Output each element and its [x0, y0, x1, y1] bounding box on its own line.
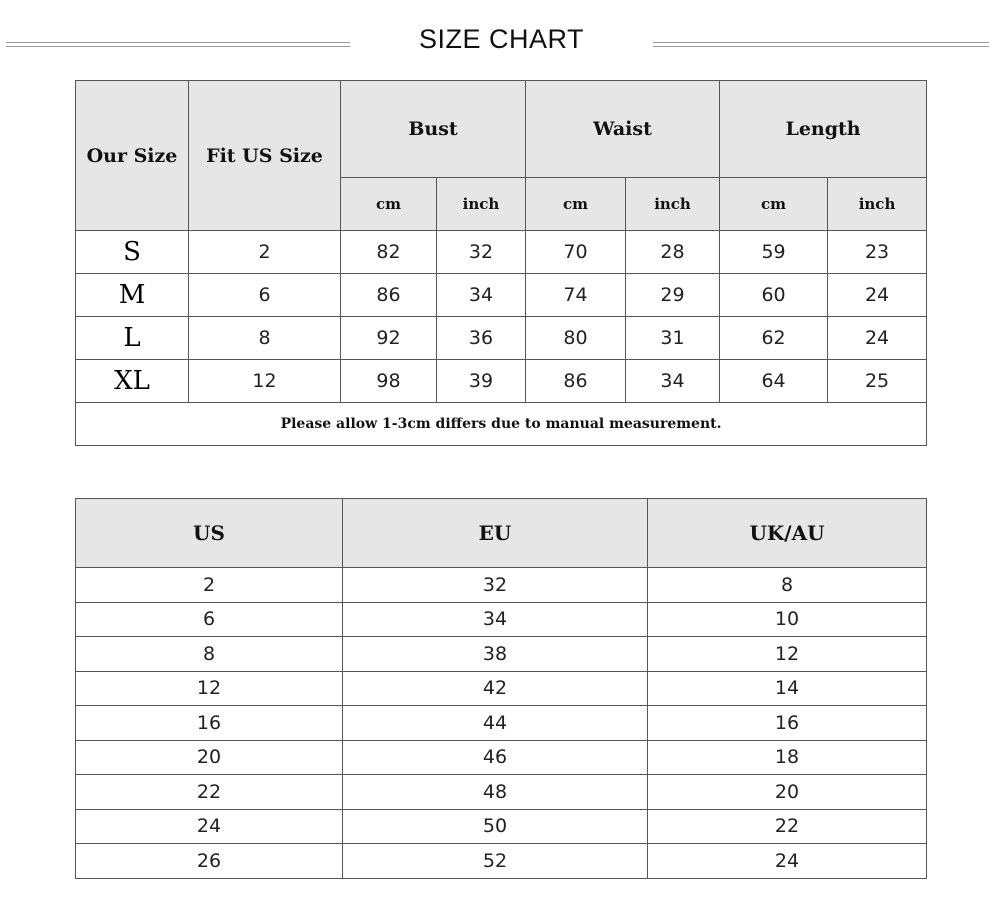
cell-size: S	[76, 231, 189, 274]
cell-us: 8	[76, 637, 343, 672]
cell-waist-cm: 70	[526, 231, 626, 274]
cell-length-cm: 64	[720, 360, 828, 403]
cell-eu: 50	[343, 809, 648, 844]
cell-length-inch: 23	[828, 231, 927, 274]
cell-us: 26	[76, 844, 343, 879]
table-row	[76, 809, 927, 844]
table-row	[76, 706, 927, 741]
cell-waist-cm: 74	[526, 274, 626, 317]
cell-us-size: 2	[189, 231, 341, 274]
table-row	[76, 671, 927, 706]
table-row	[76, 568, 927, 603]
table-row	[76, 740, 927, 775]
cell-eu: 48	[343, 775, 648, 810]
size-measurement-table	[75, 80, 927, 446]
header-length: Length	[720, 81, 927, 178]
header-bust-inch: inch	[437, 178, 526, 231]
cell-eu: 32	[343, 568, 648, 603]
size-conversion-table	[75, 498, 927, 879]
cell-us: 20	[76, 740, 343, 775]
cell-bust-cm: 92	[341, 317, 437, 360]
note-row	[76, 403, 927, 446]
table-row	[76, 274, 927, 317]
cell-us: 24	[76, 809, 343, 844]
table-row	[76, 231, 927, 274]
cell-uk-au: 18	[648, 740, 927, 775]
cell-eu: 34	[343, 602, 648, 637]
decorative-rule-left	[6, 42, 350, 47]
cell-length-inch: 25	[828, 360, 927, 403]
header-bust-cm: cm	[341, 178, 437, 231]
cell-waist-inch: 28	[626, 231, 720, 274]
measurement-note: Please allow 1-3cm differs due to manual measurement.	[76, 403, 927, 446]
cell-uk-au: 10	[648, 602, 927, 637]
header-fit-us-size: Fit US Size	[189, 81, 341, 231]
header-uk-au: UK/AU	[648, 499, 927, 568]
table-row	[76, 844, 927, 879]
header-length-inch: inch	[828, 178, 927, 231]
cell-eu: 46	[343, 740, 648, 775]
page-title: SIZE CHART	[418, 24, 585, 54]
table-row	[76, 775, 927, 810]
cell-size: XL	[76, 360, 189, 403]
cell-bust-inch: 39	[437, 360, 526, 403]
cell-eu: 44	[343, 706, 648, 741]
cell-uk-au: 24	[648, 844, 927, 879]
cell-length-cm: 62	[720, 317, 828, 360]
cell-waist-inch: 31	[626, 317, 720, 360]
table-row	[76, 637, 927, 672]
header-length-cm: cm	[720, 178, 828, 231]
table-row	[76, 317, 927, 360]
cell-bust-cm: 98	[341, 360, 437, 403]
cell-waist-inch: 29	[626, 274, 720, 317]
header-bust: Bust	[341, 81, 526, 178]
cell-uk-au: 22	[648, 809, 927, 844]
cell-uk-au: 16	[648, 706, 927, 741]
cell-length-inch: 24	[828, 274, 927, 317]
cell-size: L	[76, 317, 189, 360]
cell-us: 6	[76, 602, 343, 637]
header-waist: Waist	[526, 81, 720, 178]
cell-uk-au: 20	[648, 775, 927, 810]
title-row	[0, 22, 1000, 66]
cell-waist-cm: 80	[526, 317, 626, 360]
cell-eu: 42	[343, 671, 648, 706]
cell-us: 16	[76, 706, 343, 741]
cell-bust-inch: 36	[437, 317, 526, 360]
header-waist-cm: cm	[526, 178, 626, 231]
cell-uk-au: 12	[648, 637, 927, 672]
cell-us: 22	[76, 775, 343, 810]
decorative-rule-right	[653, 42, 989, 47]
cell-uk-au: 8	[648, 568, 927, 603]
cell-bust-cm: 86	[341, 274, 437, 317]
header-us: US	[76, 499, 343, 568]
cell-uk-au: 14	[648, 671, 927, 706]
cell-us-size: 12	[189, 360, 341, 403]
header-eu: EU	[343, 499, 648, 568]
cell-us: 12	[76, 671, 343, 706]
header-our-size: Our Size	[76, 81, 189, 231]
header-waist-inch: inch	[626, 178, 720, 231]
table-row	[76, 602, 927, 637]
cell-waist-inch: 34	[626, 360, 720, 403]
cell-us-size: 8	[189, 317, 341, 360]
cell-eu: 38	[343, 637, 648, 672]
table-row	[76, 360, 927, 403]
cell-bust-inch: 32	[437, 231, 526, 274]
cell-bust-cm: 82	[341, 231, 437, 274]
cell-length-cm: 59	[720, 231, 828, 274]
cell-bust-inch: 34	[437, 274, 526, 317]
cell-us-size: 6	[189, 274, 341, 317]
cell-length-inch: 24	[828, 317, 927, 360]
cell-us: 2	[76, 568, 343, 603]
cell-length-cm: 60	[720, 274, 828, 317]
cell-size: M	[76, 274, 189, 317]
cell-eu: 52	[343, 844, 648, 879]
cell-waist-cm: 86	[526, 360, 626, 403]
